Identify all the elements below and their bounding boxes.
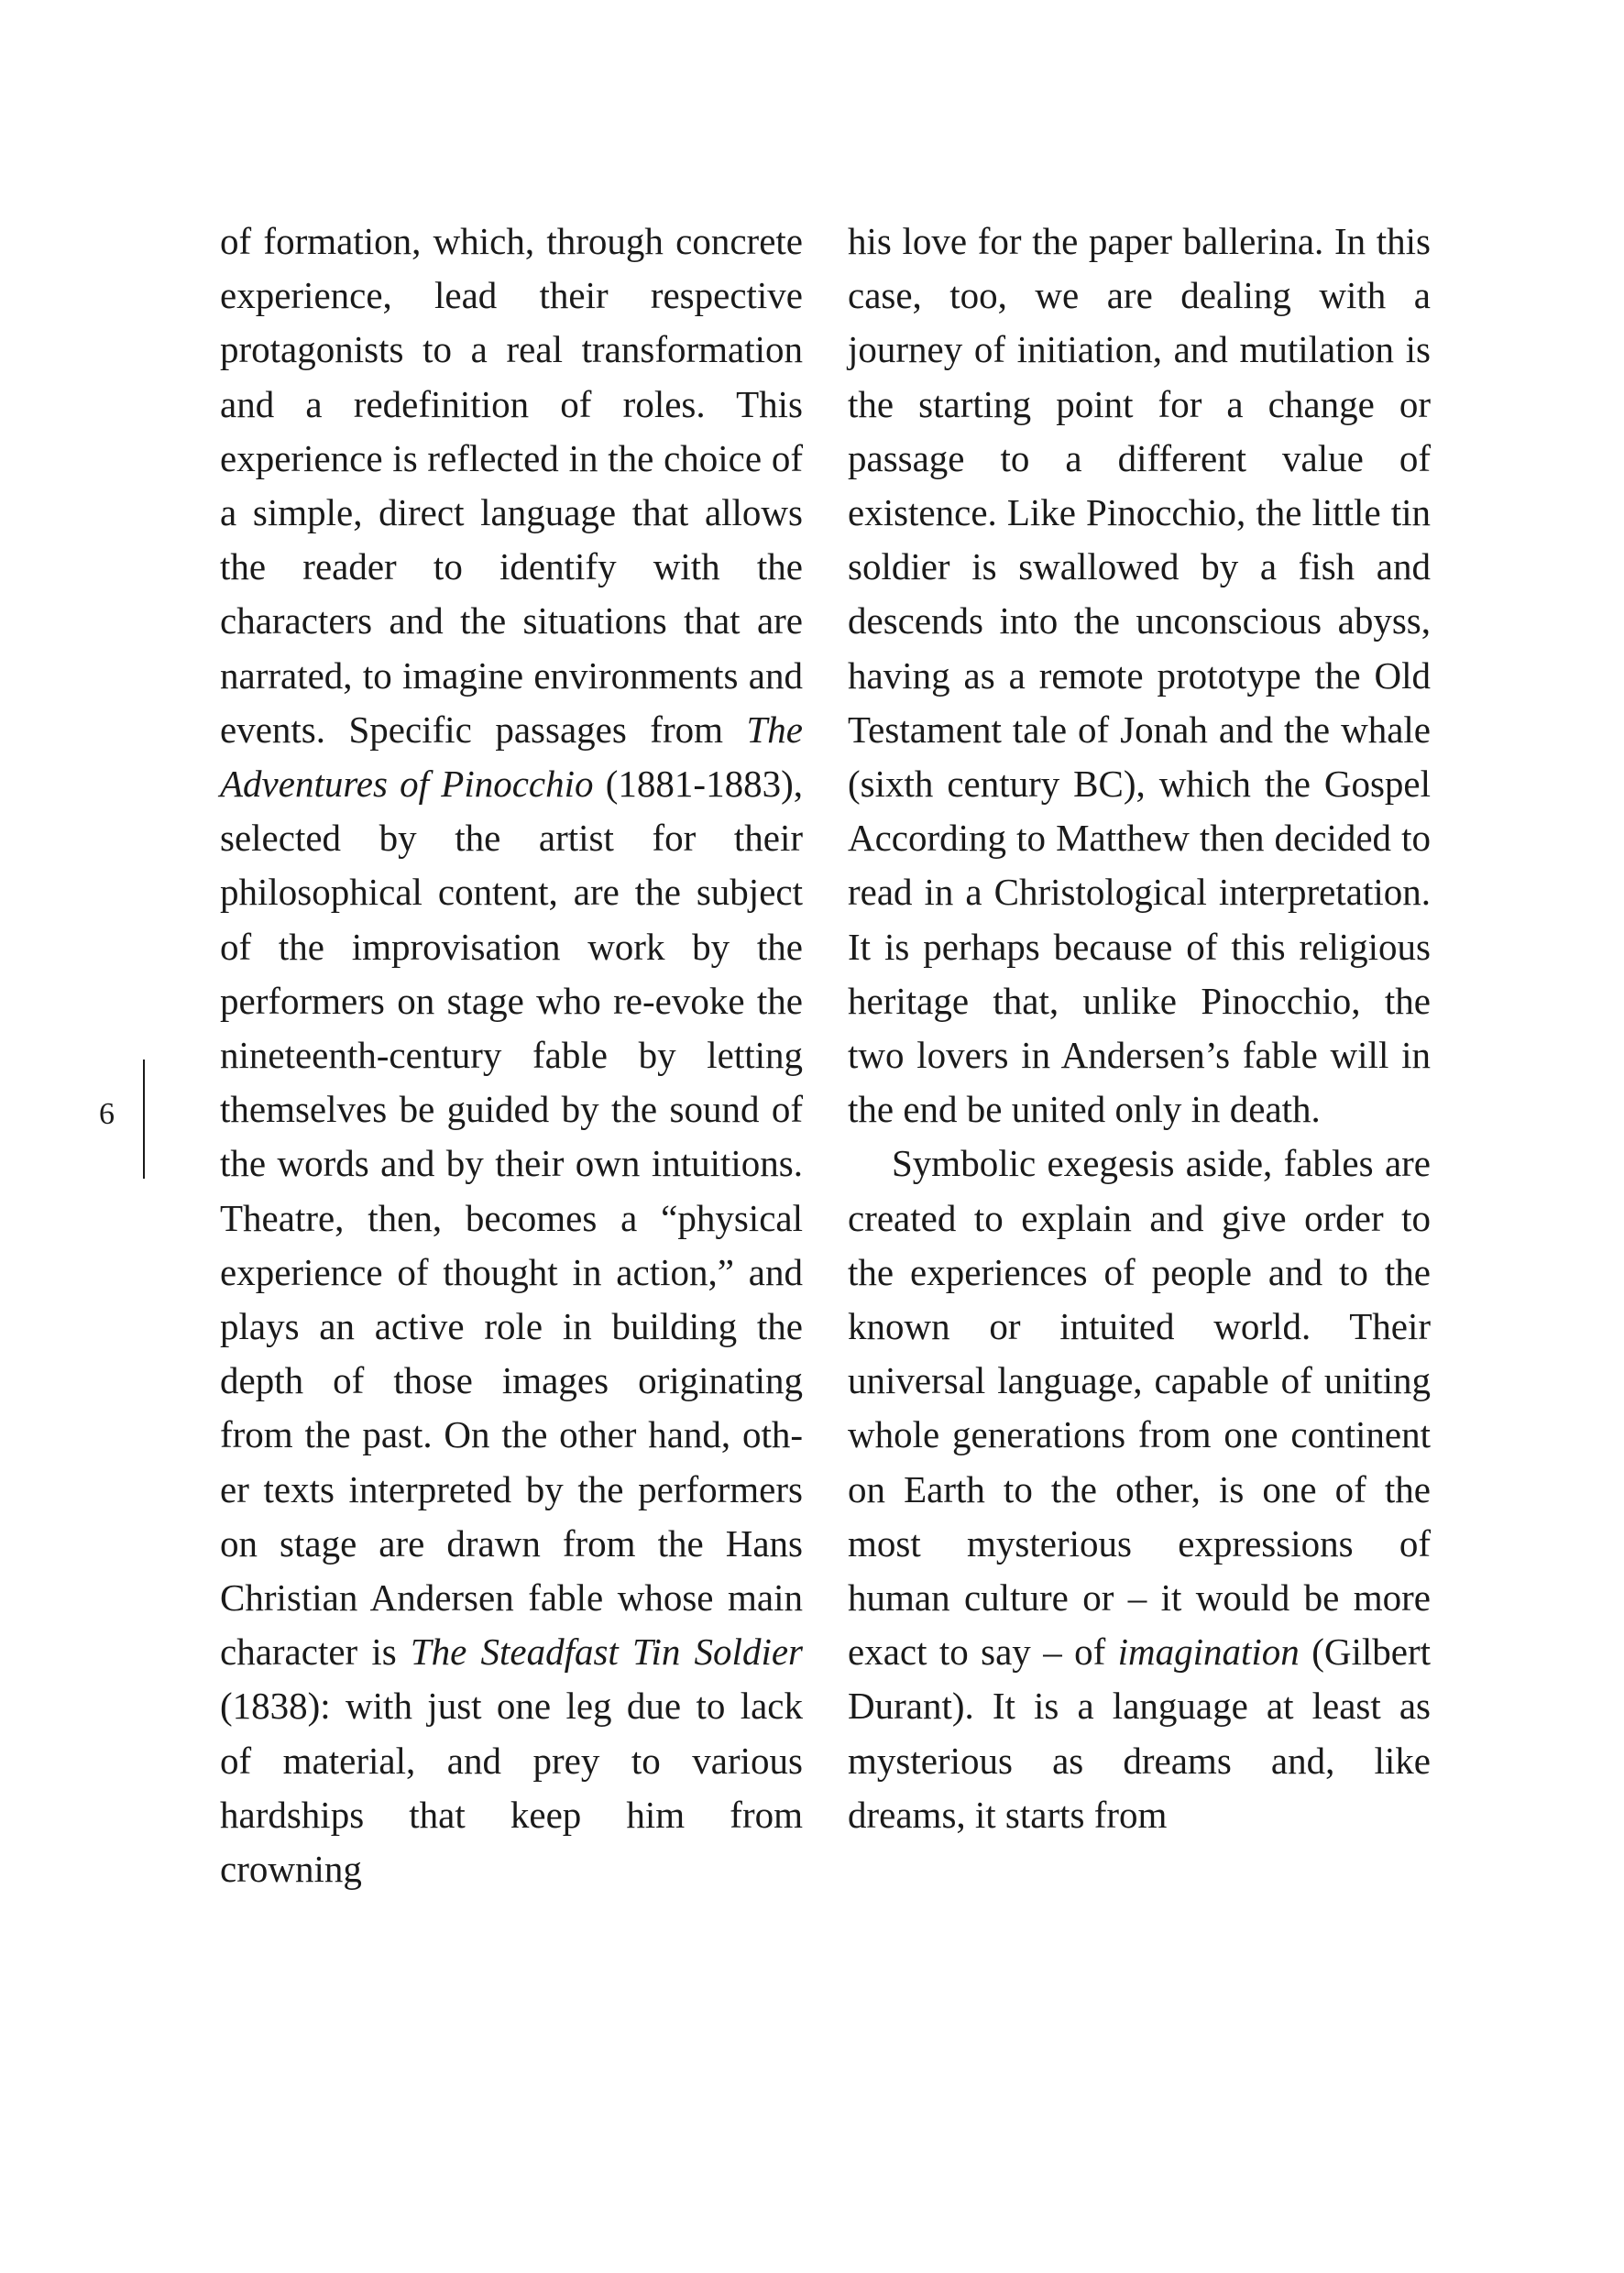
paragraph-text: his love for the paper ballerina. In this case, too, we are dealing with a journey of initiation, and mutilation is the starting point for a change or passage to a different value of existence. Like Pinocchio, the little tin soldier is swallowed by a fish and descends into the unconscious abyss, having as a remote prototype the Old Testament tale of Jonah and the whale (sixth century BC), which the Gospel According to Matthew then decided to read in a Christological interpretation. It is perhaps because of this religious heritage that, unlike Pinocchio, the two lovers in Andersen’s fable will in the end be united only in death. (848, 220, 1431, 1131)
page-number: 6 (99, 1097, 115, 1131)
body-paragraph (848, 1136, 1431, 1842)
paragraph-text: of formation, which, through concrete experience, lead their respective protagonists to a real transformation and a redefinition of roles. This experience is reflected in the choice of a simple, direct language that allows the reader to identify with the characters and the situations that are narrated, to imagine environments and events. Specific passages from (220, 220, 803, 751)
body-paragraph (220, 214, 803, 1896)
italic-term-imagination: imagination (1117, 1631, 1300, 1674)
paragraph-text: (Gilbert Durant). It is a language at least as mysterious as dreams and, like dreams, it starts from (848, 1631, 1431, 1836)
left-text-column (220, 214, 803, 1896)
page-number-rule (143, 1060, 145, 1179)
paragraph-text: Symbolic exegesis aside, fables are created to explain and give order to the experiences of people and to the known or intuited world. Their universal language, capable of uniting whole generations from one continent on Earth to the other, is one of the most mysterious expressions of human culture or – it would be more exact to say – of (848, 1142, 1431, 1674)
italic-title-pinocchio: The Adventures of Pinocchio (220, 708, 803, 806)
body-paragraph (848, 214, 1431, 1136)
paragraph-text: (1881-1883), selected by the artist for their philosophical content, are the subject of the improvisation work by the performers on stage who re-evoke the nineteenth-century fable by letting themselves be guided by the sound of the words and by their own intuitions. Theatre, then, becomes a “physical experience of thought in action,” and plays an active role in building the depth of those images originating from the past. On the other hand, other texts interpreted by the performers on stage are drawn from the Hans Christian Andersen fable whose main character is (220, 763, 803, 1674)
paragraph-text: (1838): with just one leg due to lack of material, and prey to various hardships that keep him from crowning (220, 1685, 803, 1891)
italic-title-tin-soldier: The Steadfast Tin Soldier (410, 1631, 803, 1674)
right-text-column (848, 214, 1431, 1842)
